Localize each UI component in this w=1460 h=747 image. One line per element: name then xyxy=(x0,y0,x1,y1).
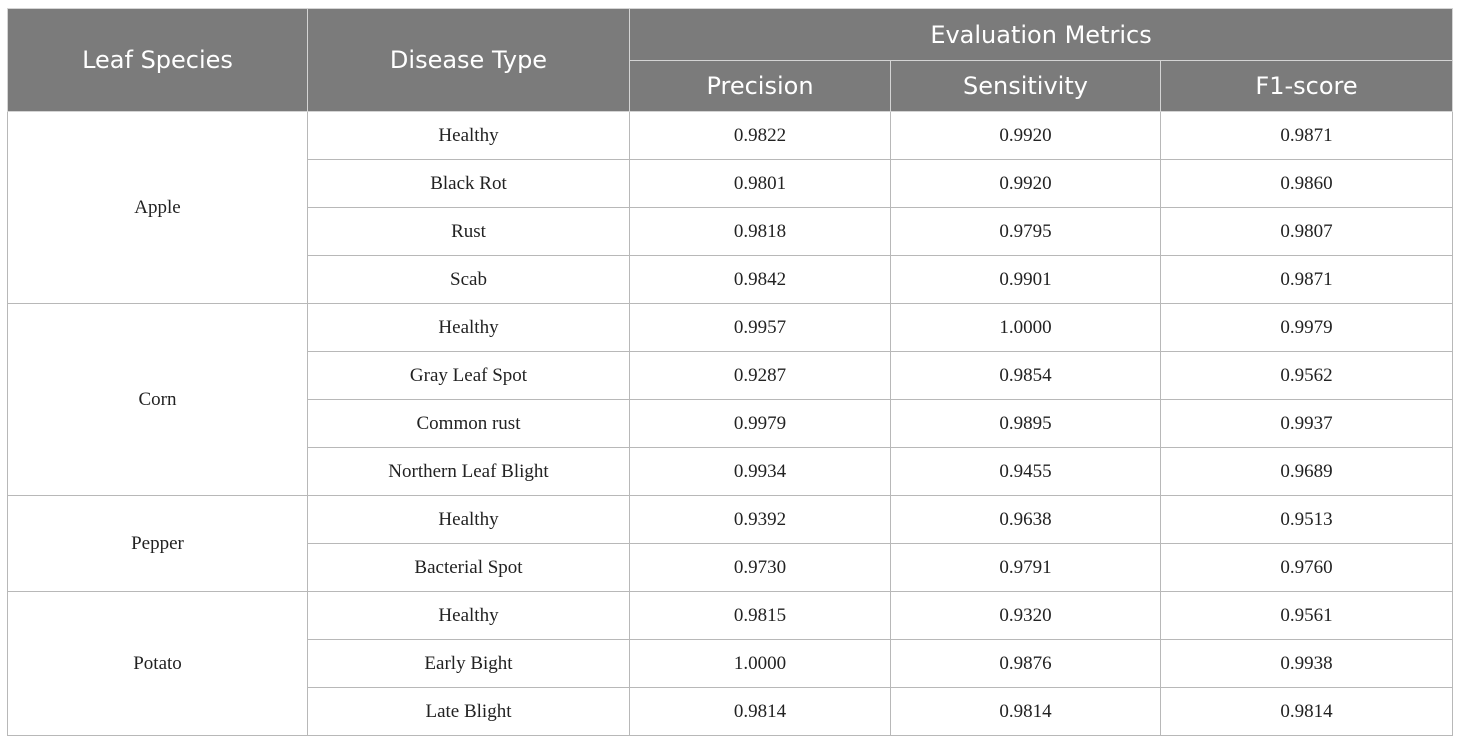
precision-cell: 0.9979 xyxy=(630,400,891,448)
table-header xyxy=(8,9,1453,112)
disease-type-cell: Early Bight xyxy=(308,640,630,688)
leaf-species-cell: Pepper xyxy=(8,496,308,592)
disease-type-cell: Rust xyxy=(308,208,630,256)
disease-type-cell: Bacterial Spot xyxy=(308,544,630,592)
f1-score-cell: 0.9561 xyxy=(1161,592,1453,640)
sensitivity-cell: 0.9795 xyxy=(891,208,1161,256)
header-disease-type: Disease Type xyxy=(308,9,630,112)
disease-type-cell: Scab xyxy=(308,256,630,304)
header-precision: Precision xyxy=(630,61,891,112)
disease-type-cell: Late Blight xyxy=(308,688,630,736)
disease-type-cell: Gray Leaf Spot xyxy=(308,352,630,400)
precision-cell: 0.9730 xyxy=(630,544,891,592)
sensitivity-cell: 0.9920 xyxy=(891,160,1161,208)
disease-type-cell: Healthy xyxy=(308,592,630,640)
header-sensitivity: Sensitivity xyxy=(891,61,1161,112)
sensitivity-cell: 1.0000 xyxy=(891,304,1161,352)
sensitivity-cell: 0.9920 xyxy=(891,112,1161,160)
f1-score-cell: 0.9860 xyxy=(1161,160,1453,208)
sensitivity-cell: 0.9638 xyxy=(891,496,1161,544)
table-row xyxy=(8,592,1453,640)
f1-score-cell: 0.9979 xyxy=(1161,304,1453,352)
f1-score-cell: 0.9938 xyxy=(1161,640,1453,688)
disease-type-cell: Healthy xyxy=(308,112,630,160)
evaluation-metrics-table xyxy=(7,8,1453,736)
sensitivity-cell: 0.9901 xyxy=(891,256,1161,304)
f1-score-cell: 0.9807 xyxy=(1161,208,1453,256)
table-row xyxy=(8,496,1453,544)
leaf-species-cell: Potato xyxy=(8,592,308,736)
table-row xyxy=(8,112,1453,160)
sensitivity-cell: 0.9814 xyxy=(891,688,1161,736)
precision-cell: 0.9801 xyxy=(630,160,891,208)
disease-type-cell: Healthy xyxy=(308,304,630,352)
precision-cell: 0.9814 xyxy=(630,688,891,736)
disease-type-cell: Black Rot xyxy=(308,160,630,208)
sensitivity-cell: 0.9895 xyxy=(891,400,1161,448)
f1-score-cell: 0.9760 xyxy=(1161,544,1453,592)
f1-score-cell: 0.9562 xyxy=(1161,352,1453,400)
f1-score-cell: 0.9871 xyxy=(1161,112,1453,160)
precision-cell: 0.9957 xyxy=(630,304,891,352)
precision-cell: 0.9934 xyxy=(630,448,891,496)
sensitivity-cell: 0.9854 xyxy=(891,352,1161,400)
f1-score-cell: 0.9814 xyxy=(1161,688,1453,736)
leaf-species-cell: Apple xyxy=(8,112,308,304)
f1-score-cell: 0.9513 xyxy=(1161,496,1453,544)
sensitivity-cell: 0.9320 xyxy=(891,592,1161,640)
header-leaf-species: Leaf Species xyxy=(8,9,308,112)
header-f1-score: F1-score xyxy=(1161,61,1453,112)
sensitivity-cell: 0.9876 xyxy=(891,640,1161,688)
f1-score-cell: 0.9937 xyxy=(1161,400,1453,448)
disease-type-cell: Common rust xyxy=(308,400,630,448)
precision-cell: 0.9815 xyxy=(630,592,891,640)
header-evaluation-metrics: Evaluation Metrics xyxy=(630,9,1453,61)
precision-cell: 0.9842 xyxy=(630,256,891,304)
precision-cell: 0.9818 xyxy=(630,208,891,256)
sensitivity-cell: 0.9791 xyxy=(891,544,1161,592)
precision-cell: 1.0000 xyxy=(630,640,891,688)
precision-cell: 0.9287 xyxy=(630,352,891,400)
sensitivity-cell: 0.9455 xyxy=(891,448,1161,496)
precision-cell: 0.9392 xyxy=(630,496,891,544)
f1-score-cell: 0.9871 xyxy=(1161,256,1453,304)
disease-type-cell: Healthy xyxy=(308,496,630,544)
header-row-top xyxy=(8,9,1453,61)
table-body xyxy=(8,112,1453,736)
f1-score-cell: 0.9689 xyxy=(1161,448,1453,496)
precision-cell: 0.9822 xyxy=(630,112,891,160)
disease-type-cell: Northern Leaf Blight xyxy=(308,448,630,496)
table-row xyxy=(8,304,1453,352)
leaf-species-cell: Corn xyxy=(8,304,308,496)
